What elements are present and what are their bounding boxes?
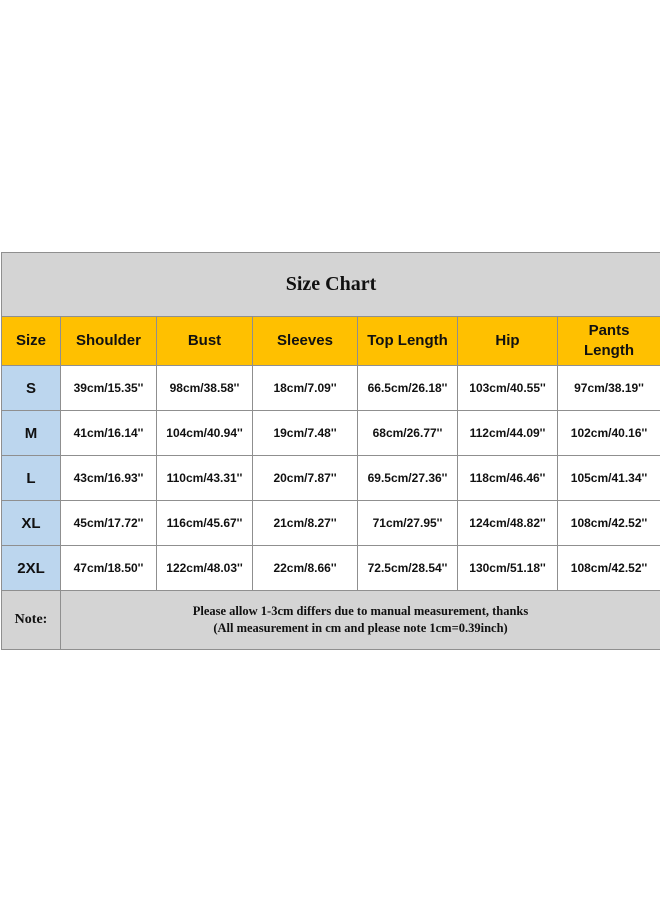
pants-length-value: 108cm/42.52'' xyxy=(558,546,660,591)
pants-length-value: 108cm/42.52'' xyxy=(558,501,660,546)
bust-value: 116cm/45.67'' xyxy=(157,501,253,546)
sleeves-value: 18cm/7.09'' xyxy=(253,366,358,411)
table-row xyxy=(2,546,660,591)
pants-length-value: 102cm/40.16'' xyxy=(558,411,660,456)
hip-value: 118cm/46.46'' xyxy=(458,456,558,501)
table-row xyxy=(2,456,660,501)
top-length-value: 68cm/26.77'' xyxy=(358,411,458,456)
hip-value: 112cm/44.09'' xyxy=(458,411,558,456)
bust-value: 122cm/48.03'' xyxy=(157,546,253,591)
header-bust: Bust xyxy=(157,317,253,366)
header-sleeves: Sleeves xyxy=(253,317,358,366)
note-label: Note: xyxy=(2,591,61,650)
hip-value: 130cm/51.18'' xyxy=(458,546,558,591)
size-cell: S xyxy=(2,366,61,411)
header-pants-length-label: Pants Length xyxy=(584,322,634,359)
shoulder-value: 47cm/18.50'' xyxy=(61,546,157,591)
note-row xyxy=(2,591,660,650)
table-row xyxy=(2,366,660,411)
note-text xyxy=(61,591,660,650)
shoulder-value: 39cm/15.35'' xyxy=(61,366,157,411)
note-line-1: Please allow 1-3cm differs due to manual measurement, thanks xyxy=(192,604,529,618)
pants-length-value: 97cm/38.19'' xyxy=(558,366,660,411)
shoulder-value: 41cm/16.14'' xyxy=(61,411,157,456)
hip-value: 124cm/48.82'' xyxy=(458,501,558,546)
title-row xyxy=(2,253,660,317)
bust-value: 98cm/38.58'' xyxy=(157,366,253,411)
shoulder-value: 43cm/16.93'' xyxy=(61,456,157,501)
header-pants-length xyxy=(558,317,660,366)
table-row xyxy=(2,411,660,456)
top-length-value: 72.5cm/28.54'' xyxy=(358,546,458,591)
note-line-2: (All measurement in cm and please note 1cm=0.39inch) xyxy=(213,621,508,635)
size-cell: 2XL xyxy=(2,546,61,591)
header-size: Size xyxy=(2,317,61,366)
header-top-length: Top Length xyxy=(358,317,458,366)
sleeves-value: 21cm/8.27'' xyxy=(253,501,358,546)
header-hip: Hip xyxy=(458,317,558,366)
table-row xyxy=(2,501,660,546)
top-length-value: 69.5cm/27.36'' xyxy=(358,456,458,501)
sleeves-value: 19cm/7.48'' xyxy=(253,411,358,456)
bust-value: 110cm/43.31'' xyxy=(157,456,253,501)
shoulder-value: 45cm/17.72'' xyxy=(61,501,157,546)
chart-title: Size Chart xyxy=(2,253,660,317)
hip-value: 103cm/40.55'' xyxy=(458,366,558,411)
bust-value: 104cm/40.94'' xyxy=(157,411,253,456)
header-shoulder: Shoulder xyxy=(61,317,157,366)
size-cell: M xyxy=(2,411,61,456)
pants-length-value: 105cm/41.34'' xyxy=(558,456,660,501)
top-length-value: 71cm/27.95'' xyxy=(358,501,458,546)
size-cell: L xyxy=(2,456,61,501)
size-chart-table xyxy=(1,252,660,650)
sleeves-value: 20cm/7.87'' xyxy=(253,456,358,501)
sleeves-value: 22cm/8.66'' xyxy=(253,546,358,591)
size-cell: XL xyxy=(2,501,61,546)
header-row xyxy=(2,317,660,366)
top-length-value: 66.5cm/26.18'' xyxy=(358,366,458,411)
